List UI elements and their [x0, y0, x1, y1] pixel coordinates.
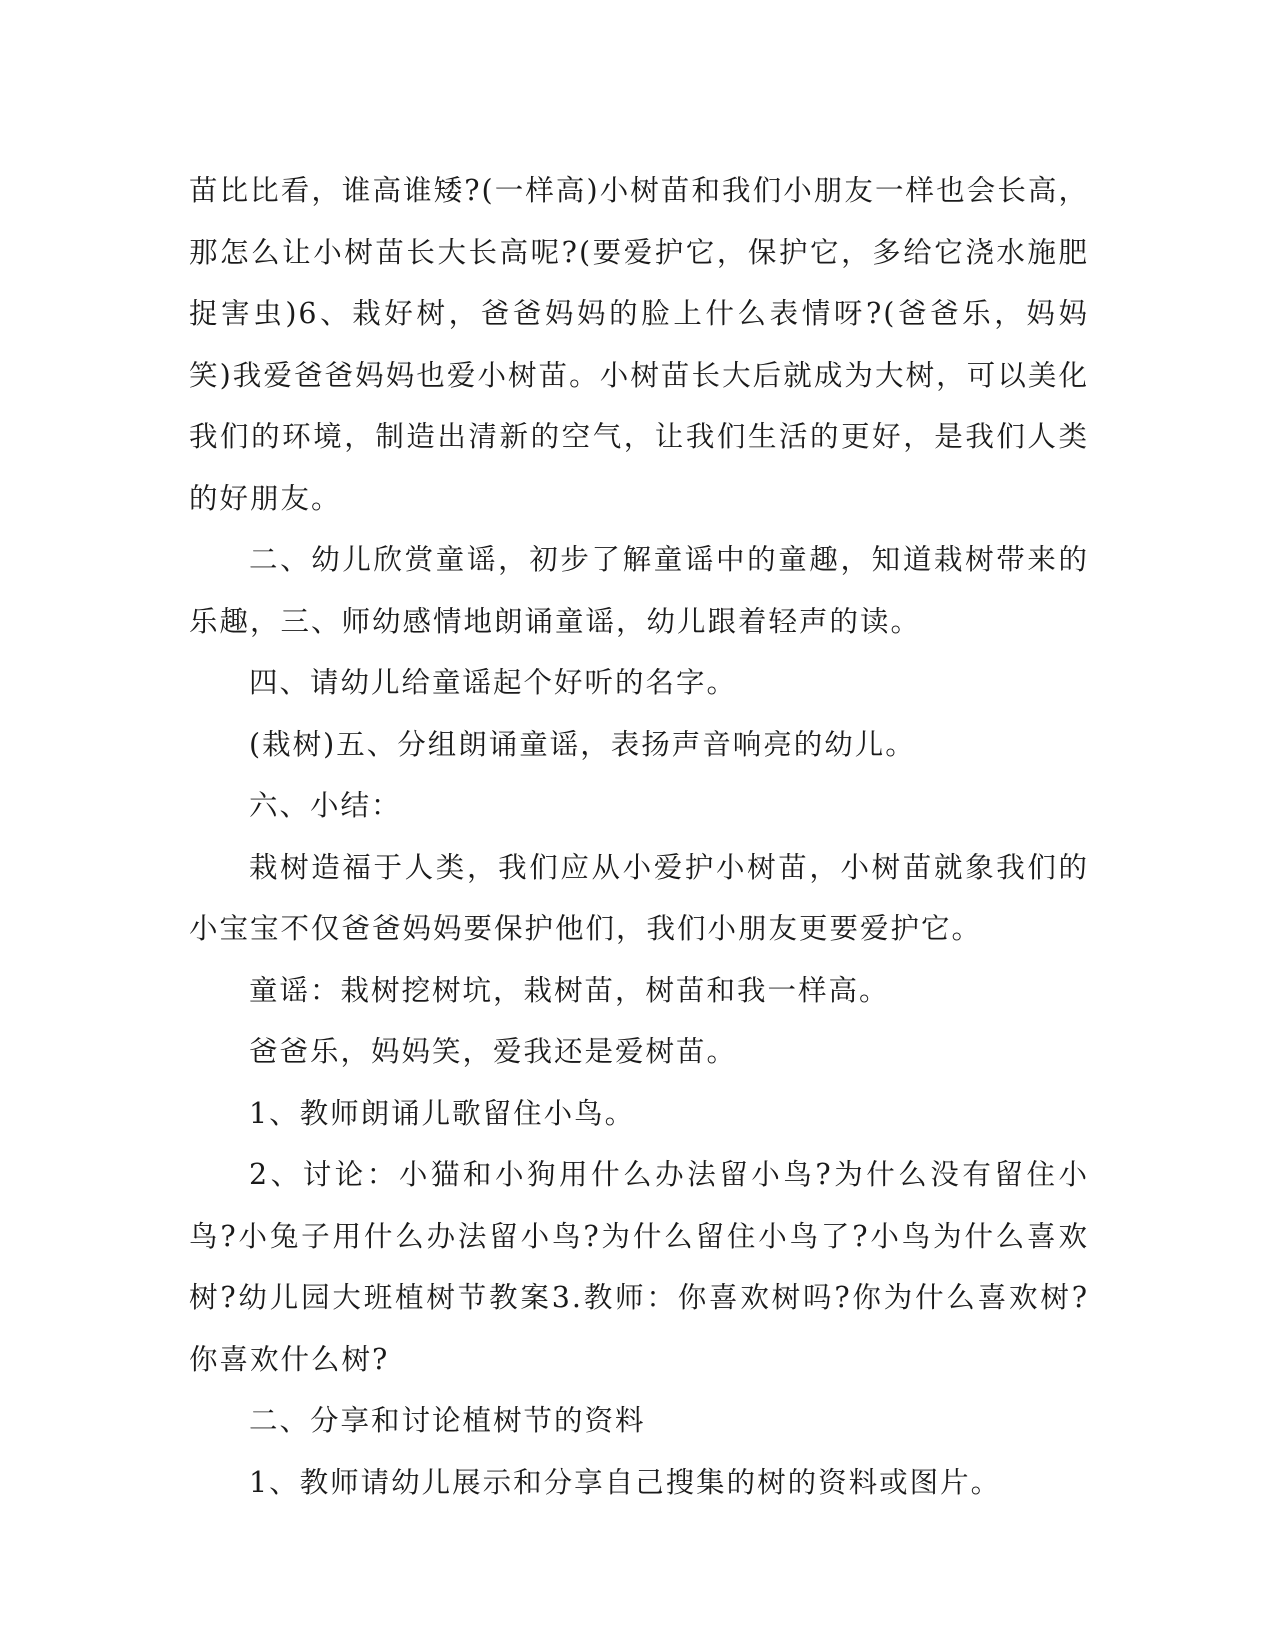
paragraph-9: 1、教师朗诵儿歌留住小鸟。 [249, 1096, 636, 1130]
paragraph-7: 童谣：栽树挖树坑，栽树苗，树苗和我一样高。 [249, 973, 890, 1007]
paragraph-2: 二、幼儿欣赏童谣，初步了解童谣中的童趣，知道栽树带来的乐趣，三、师幼感情地朗诵童谣，幼儿跟着轻声的读。 [189, 543, 1089, 638]
paragraph-10: 2、讨论：小猫和小狗用什么办法留小鸟?为什么没有留住小鸟?小兔子用什么办法留小鸟?为什么留住小鸟了?小鸟为什么喜欢树?幼儿园大班植树节教案3.教师：你喜欢树吗?你为什么喜欢树?你喜欢什么树? [189, 1158, 1089, 1376]
paragraph-4: (栽树)五、分组朗诵童谣，表扬声音响亮的幼儿。 [249, 727, 916, 761]
paragraph-1: 苗比比看，谁高谁矮?(一样高)小树苗和我们小朋友一样也会长高，那怎么让小树苗长大长高呢?(要爱护它，保护它，多给它浇水施肥捉害虫)6、栽好树，爸爸妈妈的脸上什么表情呀?(爸爸乐，妈妈笑)我爱爸爸妈妈也爱小树苗。小树苗长大后就成为大树，可以美化我们的环境，制造出清新的空气，让我们生活的更好，是我们人类的好朋友。 [189, 174, 1089, 515]
paragraph-6: 栽树造福于人类，我们应从小爱护小树苗，小树苗就象我们的小宝宝不仅爸爸妈妈要保护他们，我们小朋友更要爱护它。 [189, 850, 1089, 945]
paragraph-8: 爸爸乐，妈妈笑，爱我还是爱树苗。 [249, 1035, 738, 1068]
document-page [189, 160, 1089, 1513]
paragraph-5: 六、小结： [249, 789, 402, 822]
paragraph-3: 四、请幼儿给童谣起个好听的名字。 [249, 666, 738, 699]
paragraph-11: 二、分享和讨论植树节的资料 [249, 1404, 646, 1437]
paragraph-12: 1、教师请幼儿展示和分享自己搜集的树的资料或图片。 [249, 1465, 1002, 1499]
